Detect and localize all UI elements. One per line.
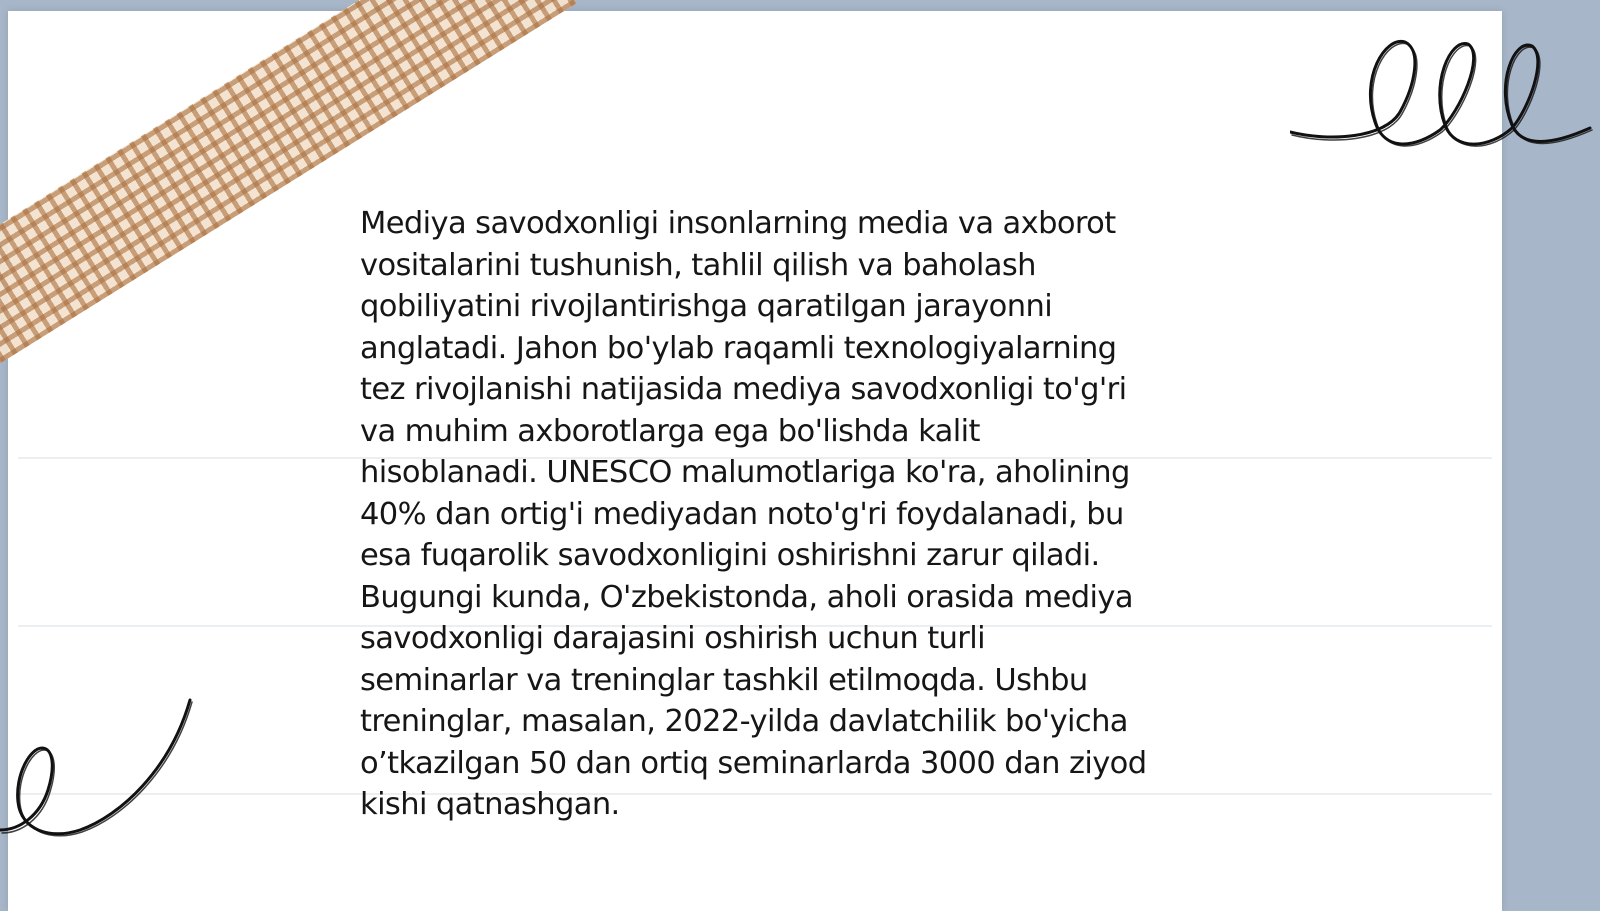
loop-scribble-icon: [1290, 30, 1600, 165]
swoosh-scribble-icon: [0, 690, 200, 850]
body-paragraph: Mediya savodxonligi insonlarning media va axborot vositalarini tushunish, tahlil qilish va baholash qobiliyatini rivojlantirishga qaratilgan jarayonni anglatadi. Jahon bo'ylab raqamli texnologiyalarning tez rivojlanishi natijasida mediya savodxonligi to'g'ri va muhim axborotlarga ega bo'lishda kalit hisoblanadi. UNESCO malumotlariga ko'ra, aholining 40% dan ortig'i mediyadan noto'g'ri foydalanadi, bu esa fuqarolik savodxonligini oshirishni zarur qiladi. Bugungi kunda, O'zbekistonda, aholi orasida mediya savodxonligi darajasini oshirish uchun turli seminarlar va treninglar tashkil etilmoqda. Ushbu treninglar, masalan, 2022-yilda davlatchilik bo'yicha o’tkazilgan 50 dan ortiq seminarlarda 3000 dan ziyod kishi qatnashgan.: [360, 206, 1147, 822]
